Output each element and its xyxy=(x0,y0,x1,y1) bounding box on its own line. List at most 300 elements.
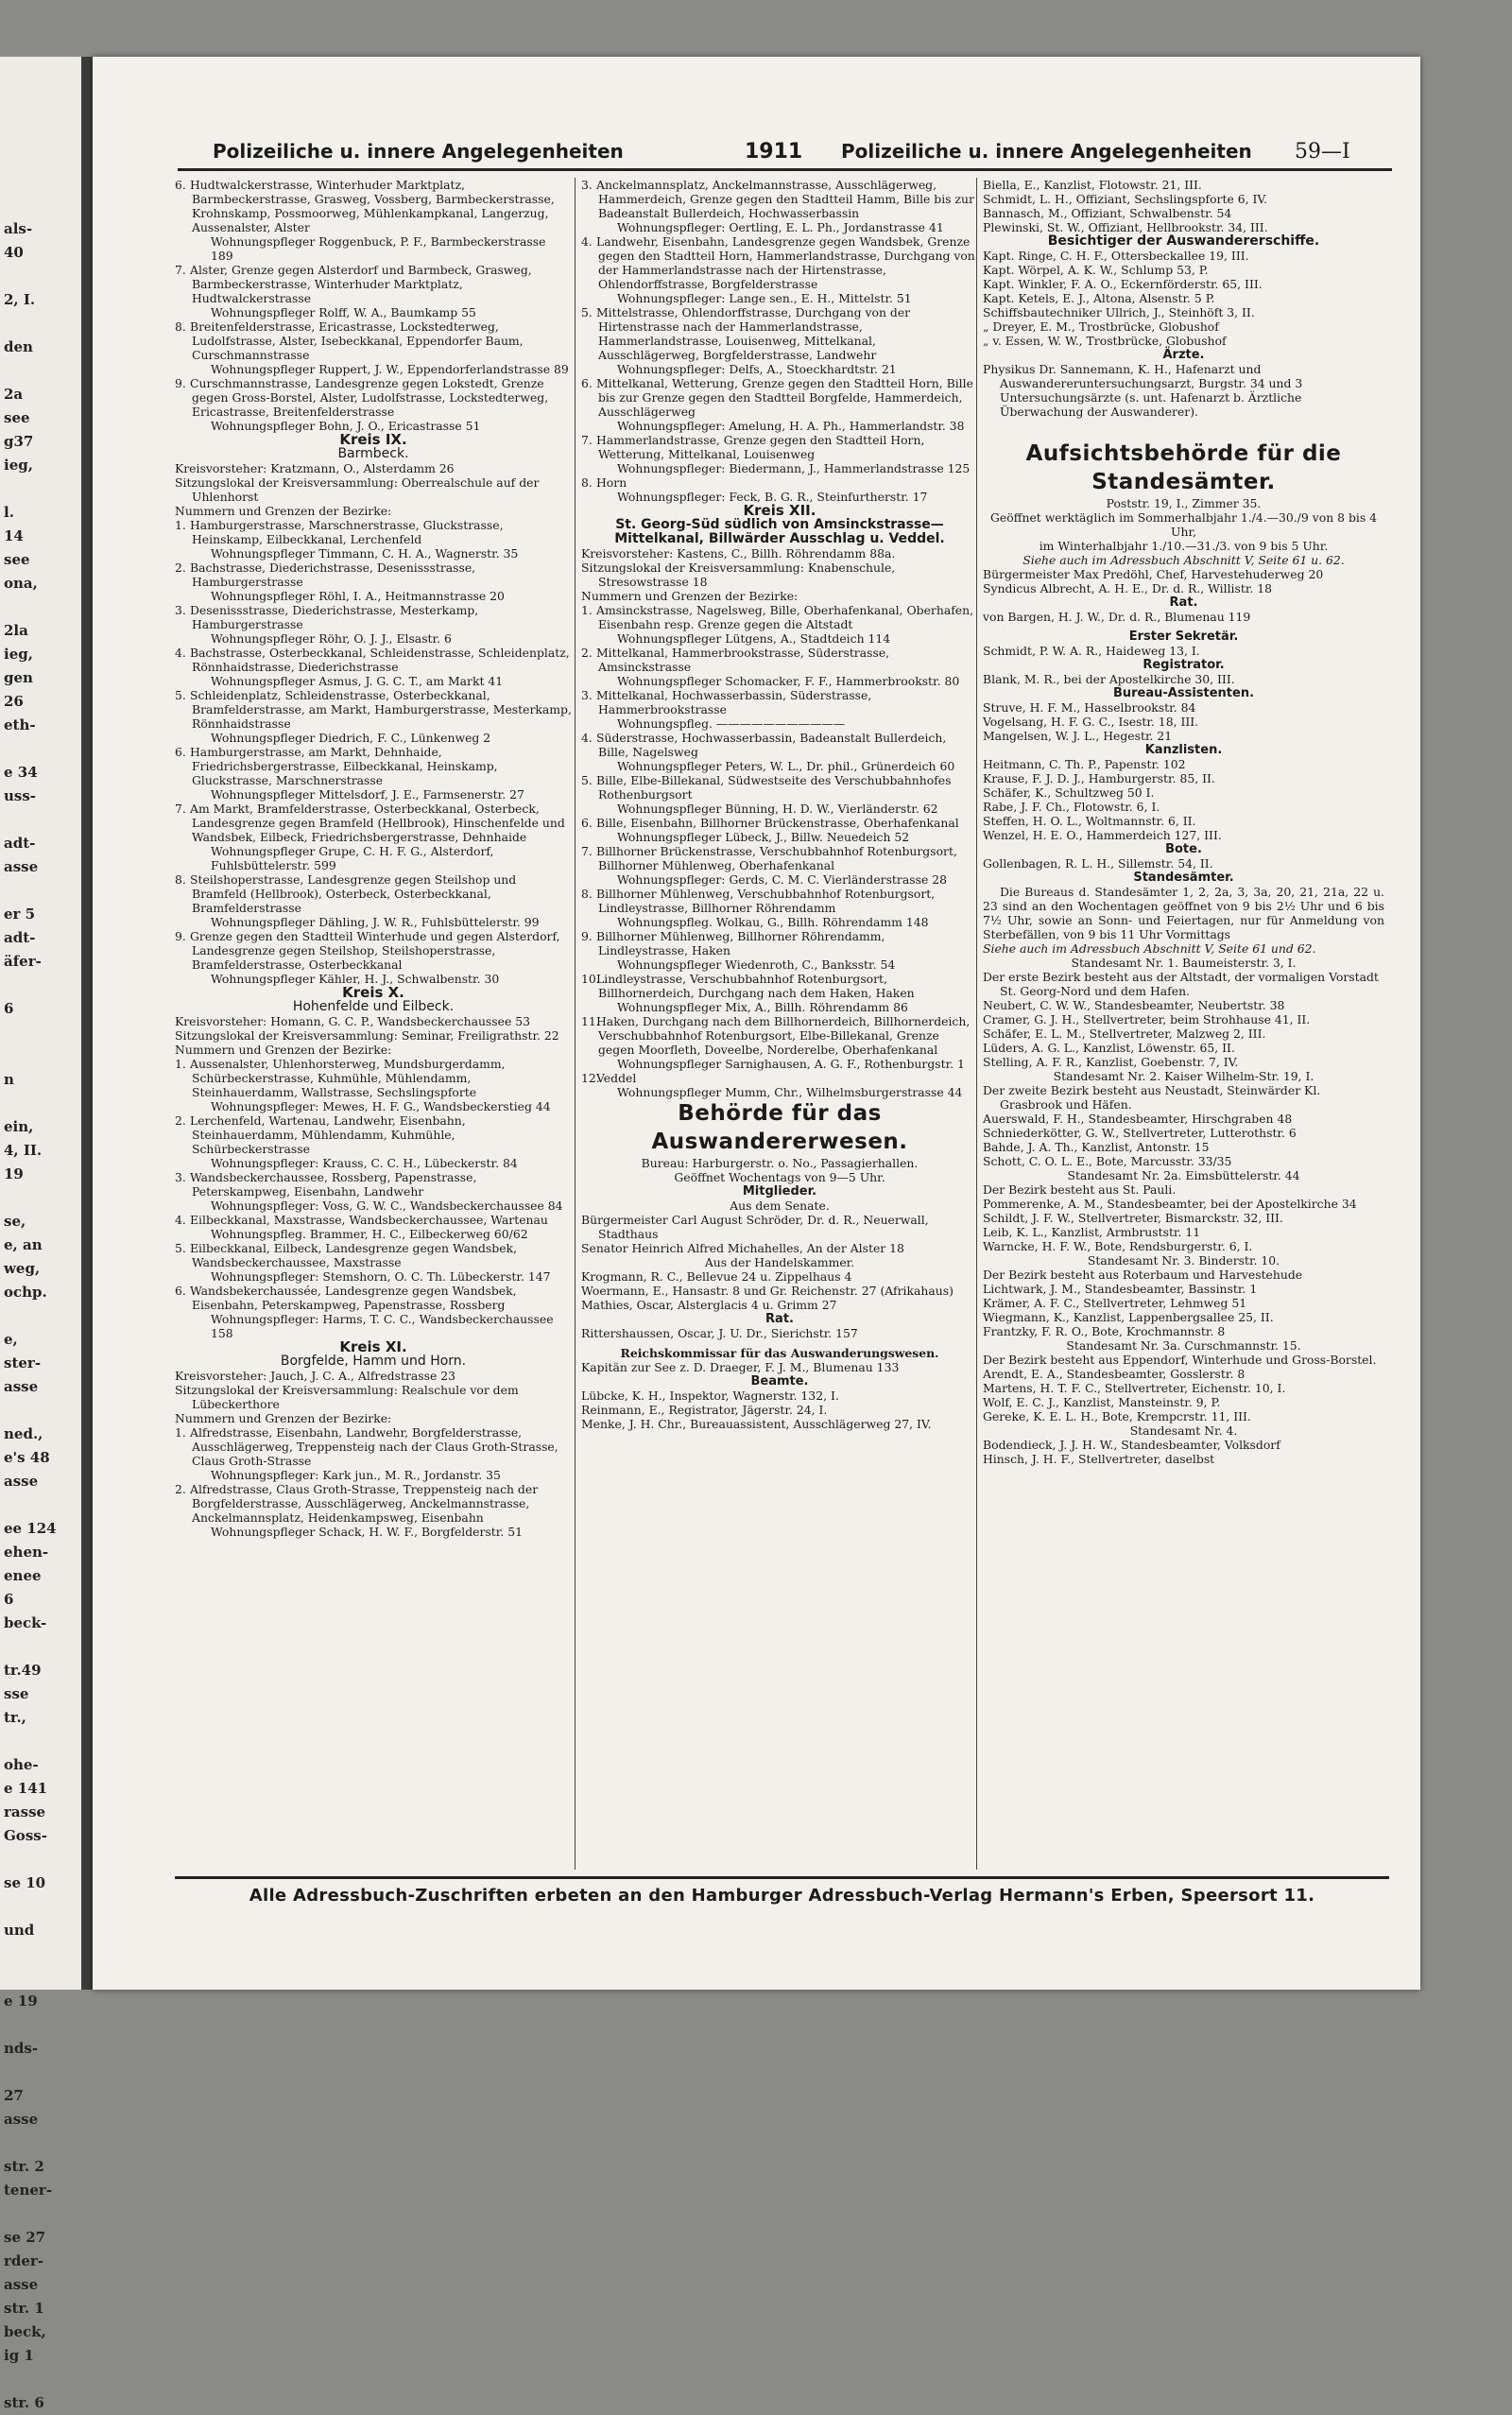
fragment-text: asse xyxy=(4,1378,39,1395)
inspector-line: Kapt. Ketels, E. J., Altona, Alsenstr. 5 P. xyxy=(983,291,1215,305)
district-entry xyxy=(581,816,978,830)
info-line: Bureau: Harburgerstr. o. No., Passagierhallen. xyxy=(641,1156,919,1170)
fragment-text: g37 xyxy=(4,433,34,450)
subsection-heading: Aus der Handelskammer. xyxy=(704,1255,855,1269)
fragment-text: 6 xyxy=(4,1000,14,1017)
district-number: 8. xyxy=(175,319,186,334)
fragment-text: str. 2 xyxy=(4,2158,44,2175)
official-line: Hinsch, J. H. F., Stellvertreter, daselbst xyxy=(983,1452,1215,1466)
official-line: Wiegmann, K., Kanzlist, Lappenbergsallee 25, II. xyxy=(983,1310,1274,1324)
fragment-text: ig 1 xyxy=(4,2347,34,2364)
fragment-text: str. 1 xyxy=(4,2300,44,2317)
district-entry xyxy=(175,929,572,972)
district-entry xyxy=(175,745,572,787)
inspector-line: Kapt. Ringe, C. H. F., Ottersbeckallee 19, III. xyxy=(983,249,1249,263)
kreis-info-line: Nummern und Grenzen der Bezirke: xyxy=(175,1411,392,1425)
fragment-text: 2a xyxy=(4,386,24,403)
wohnungspfleger-line: Wohnungspfleger Röhl, I. A., Heitmannstrasse 20 xyxy=(211,589,505,603)
district-entry xyxy=(175,518,572,546)
district-boundaries: Anckelmannsplatz, Anckelmannstrasse, Ausschlägerweg, Hammerdeich, Grenze gegen den Stadtteil Hamm, Bille bis zur Badeanstalt Bullerdeich, Hochwasserbassin xyxy=(596,178,974,220)
wohnungspfleger-line: Wohnungspfleger Grupe, C. H. F. G., Alsterdorf, Fuhlsbüttelerstr. 599 xyxy=(211,844,494,872)
official-line: Martens, H. T. F. C., Stellvertreter, Eichenstr. 10, I. xyxy=(983,1381,1286,1395)
fragment-text: als- xyxy=(4,220,33,237)
district-entry xyxy=(581,887,978,915)
official-line: Pommerenke, A. M., Standesbeamter, bei der Apostelkirche 34 xyxy=(983,1197,1357,1211)
official-line: Gereke, K. E. L. H., Bote, Krempcrstr. 11, III. xyxy=(983,1409,1251,1423)
district-boundaries: Bachstrasse, Diederichstrasse, Desenissstrasse, Hamburgerstrasse xyxy=(190,561,476,589)
official-line: Vogelsang, H. F. G. C., Isestr. 18, III. xyxy=(983,715,1199,729)
section-heading: Registrator. xyxy=(1143,658,1225,672)
district-entry xyxy=(175,1213,572,1227)
official-line: Schäfer, E. L. M., Stellvertreter, Malzweg 2, III. xyxy=(983,1026,1266,1041)
district-number: 2. xyxy=(175,1113,186,1128)
fragment-text xyxy=(4,1304,81,1328)
fragment-text: asse xyxy=(4,1473,39,1490)
fragment-text: ehen- xyxy=(4,1544,49,1561)
fragment-text: gen xyxy=(4,669,33,686)
fragment-text: see xyxy=(4,409,30,426)
fragment-text: nds- xyxy=(4,2040,39,2057)
kreis-info-line: Kreisvorsteher: Kratzmann, O., Alsterdamm 26 xyxy=(175,461,455,475)
official-line: Warncke, H. F. W., Bote, Rendsburgerstr. 6, I. xyxy=(983,1239,1253,1253)
district-number: 9. xyxy=(581,929,593,943)
district-entry xyxy=(175,1057,572,1099)
kreis-info-line: Nummern und Grenzen der Bezirke: xyxy=(175,1043,392,1057)
fragment-text xyxy=(4,1635,81,1659)
fragment-text: str. 6 xyxy=(4,2394,44,2411)
section-title-standesaemter: Aufsichtsbehörde für die Standesämter. xyxy=(1025,441,1342,494)
fragment-text: ieg, xyxy=(4,457,33,474)
fragment-text: tener- xyxy=(4,2182,53,2199)
district-boundaries: Mittelkanal, Wetterung, Grenze gegen den Stadtteil Horn, Bille bis zur Grenze gegen den Stadtteil Borgfelde, Hammerdeich, Ausschlägerweg xyxy=(596,376,973,419)
section-heading: Rat. xyxy=(1169,595,1198,610)
official-line: Arendt, E. A., Standesbeamter, Gosslerstr. 8 xyxy=(983,1367,1246,1381)
kreis-title: Barmbeck. xyxy=(337,446,409,461)
district-boundaries: Haken, Durchgang nach dem Billhornerdeich, Billhornerdeich, Verschubbahnhof Rotenburgsort, Elbe-Billekanal, Grenze gegen Moorfleth, Doveelbe, Norderelbe, Oberhafenkanal xyxy=(596,1014,971,1057)
district-number: 1. xyxy=(581,603,593,617)
wohnungspfleger-line: Wohnungspfleger Mumm, Chr., Wilhelmsburgerstrasse 44 xyxy=(617,1085,963,1099)
official-line: Schniederkötter, G. W., Stellvertreter, Lutterothstr. 6 xyxy=(983,1126,1297,1140)
official-line: Heitmann, C. Th. P., Papenstr. 102 xyxy=(983,757,1186,771)
wohnungspfleger-line: Wohnungspfleg. Wolkau, G., Billh. Röhrendamm 148 xyxy=(617,915,929,929)
fragment-text xyxy=(4,477,81,501)
district-entry xyxy=(175,561,572,589)
district-number: 2. xyxy=(175,561,186,575)
district-boundaries: Alfredstrasse, Eisenbahn, Landwehr, Borgfelderstrasse, Ausschlägerweg, Treppensteig nach der Claus Groth-Strasse, Claus Groth-Strasse xyxy=(190,1425,558,1468)
section-heading: Besichtiger der Auswandererschiffe. xyxy=(1047,233,1320,249)
fragment-text: ster- xyxy=(4,1354,42,1371)
official-line: Schäfer, K., Schultzweg 50 I. xyxy=(983,785,1155,800)
official-line: Steffen, H. O. L., Woltmannstr. 6, II. xyxy=(983,814,1196,828)
fragment-text xyxy=(4,2013,81,2037)
official-line: Krause, F. J. D. J., Hamburgerstr. 85, II. xyxy=(983,771,1215,785)
section-heading: Rat. xyxy=(765,1312,794,1326)
book-gutter xyxy=(81,57,93,1990)
fragment-text: ochp. xyxy=(4,1284,47,1301)
official-line: Lüders, A. G. L., Kanzlist, Löwenstr. 65, II. xyxy=(983,1041,1235,1055)
district-boundaries: Wandsbeckerchaussee, Rossberg, Papenstrasse, Peterskampweg, Eisenbahn, Landwehr xyxy=(190,1170,477,1199)
official-line: Cramer, G. J. H., Stellvertreter, beim Strohhause 41, II. xyxy=(983,1012,1311,1026)
fragment-text: 40 xyxy=(4,244,24,261)
entry-line: von Bargen, H. J. W., Dr. d. R., Blumenau 119 xyxy=(983,610,1251,624)
kreis-info-line: Sitzungslokal der Kreisversammlung: Oberrealschule auf der Uhlenhorst xyxy=(175,475,540,504)
standesamt-description: Der Bezirk besteht aus Eppendorf, Winterhude und Gross-Borstel. xyxy=(983,1353,1377,1367)
district-number: 5. xyxy=(581,773,593,787)
district-entry xyxy=(175,178,572,234)
fragment-text: e, xyxy=(4,1331,18,1348)
district-boundaries: Am Markt, Bramfelderstrasse, Osterbeckkanal, Osterbeck, Landesgrenze gegen Bramfeld (Hellbrook), Hinschenfelde und Wandsbek, Eilbeck, Friedrichsbergerstrasse, Dehnhaide xyxy=(190,802,565,844)
kreis-heading: Kreis XI. xyxy=(339,1338,407,1355)
fragment-text: beck, xyxy=(4,2323,46,2340)
district-entry xyxy=(175,802,572,844)
wohnungspfleger-line: Wohnungspfleger Ruppert, J. W., Eppendorferlandstrasse 89 xyxy=(211,362,569,376)
fragment-text xyxy=(4,312,81,336)
district-entry xyxy=(175,319,572,362)
district-number: 4. xyxy=(175,646,186,660)
fragment-text xyxy=(4,1092,81,1115)
official-line: Schmidt, L. H., Offiziant, Sechslingspforte 6, IV. xyxy=(983,192,1268,206)
kreis-heading: Kreis XII. xyxy=(743,502,816,519)
official-line: Schildt, J. F. W., Stellvertreter, Bismarckstr. 32, III. xyxy=(983,1211,1283,1225)
district-number: 7. xyxy=(175,802,186,816)
district-boundaries: Grenze gegen den Stadtteil Winterhude und gegen Alsterdorf, Landesgrenze gegen Steilshop, Steilshoperstrasse, Bramfelderstrasse, Osterbeckkanal xyxy=(190,929,560,972)
wohnungspfleger-line: Wohnungspfleger: Delfs, A., Stoeckhardtstr. 21 xyxy=(617,362,897,376)
district-number: 6. xyxy=(175,1284,186,1298)
district-boundaries: Bille, Elbe-Billekanal, Südwestseite des Verschubbahnhofes Rothenburgsort xyxy=(596,773,952,802)
fragment-text xyxy=(4,1942,81,1966)
district-entry xyxy=(581,433,978,461)
official-line: Lübcke, K. H., Inspektor, Wagnerstr. 132, I. xyxy=(581,1389,839,1403)
fragment-text: den xyxy=(4,338,33,355)
district-boundaries: Hammerlandstrasse, Grenze gegen den Stadtteil Horn, Wetterung, Mittelkanal, Louisenweg xyxy=(596,433,925,461)
header-year: 1911 xyxy=(745,140,803,164)
fragment-text: rasse xyxy=(4,1803,46,1820)
district-entry xyxy=(581,646,978,674)
district-boundaries: Bille, Eisenbahn, Billhorner Brückenstrasse, Oberhafenkanal xyxy=(596,816,959,830)
member-line: Krogmann, R. C., Bellevue 24 u. Zippelhaus 4 xyxy=(581,1269,852,1284)
official-line: Schott, C. O. L. E., Bote, Marcusstr. 33/35 xyxy=(983,1154,1232,1168)
district-boundaries: Lindleystrasse, Verschubbahnhof Rotenburgsort, Billhornerdeich, Durchgang nach dem Haken, Haken xyxy=(596,972,915,1000)
district-entry xyxy=(175,1241,572,1269)
district-boundaries: Alster, Grenze gegen Alsterdorf und Barmbeck, Grasweg, Barmbeckerstrasse, Winterhuder Marktplatz, Hudtwalckerstrasse xyxy=(190,263,532,305)
wohnungspfleger-line: Wohnungspfleger Mix, A., Billh. Röhrendamm 86 xyxy=(617,1000,908,1014)
district-boundaries: Veddel xyxy=(596,1071,637,1085)
district-entry xyxy=(581,234,978,291)
wohnungspfleger-line: Wohnungspfleger: Oertling, E. L. Ph., Jordanstrasse 41 xyxy=(617,220,944,234)
fragment-text xyxy=(4,359,81,383)
district-number: 10. xyxy=(581,972,600,986)
district-boundaries: Billhorner Brückenstrasse, Verschubbahnhof Rotenburgsort, Billhorner Mühlenweg, Oberhafenkanal xyxy=(596,844,957,872)
column-2 xyxy=(581,178,978,1870)
fragment-text: er 5 xyxy=(4,906,36,923)
entry-line: Gollenbagen, R. L. H., Sillemstr. 54, II. xyxy=(983,856,1213,871)
fragment-text xyxy=(4,974,81,997)
fragment-text: e, an xyxy=(4,1236,43,1253)
district-number: 3. xyxy=(175,1170,186,1184)
fragment-text xyxy=(4,1730,81,1753)
official-line: Stelling, A. F. R., Kanzlist, Goebenstr. 7, IV. xyxy=(983,1055,1239,1069)
fragment-text xyxy=(4,737,81,761)
official-line: Plewinski, St. W., Offiziant, Hellbrookstr. 34, III. xyxy=(983,220,1268,234)
fragment-text xyxy=(4,1966,81,1990)
district-number: 2. xyxy=(175,1482,186,1496)
district-number: 7. xyxy=(581,433,593,447)
wohnungspfleger-line: Wohnungspfleger: Biedermann, J., Hammerlandstrasse 125 xyxy=(617,461,971,475)
member-line: Bürgermeister Carl August Schröder, Dr. d. R., Neuerwall, Stadthaus xyxy=(581,1213,929,1241)
district-entry xyxy=(581,972,978,1000)
fragment-text: beck- xyxy=(4,1614,47,1631)
fragment-text: 6 xyxy=(4,1591,14,1608)
district-entry xyxy=(581,178,978,220)
reference-note: Siehe auch im Adressbuch Abschnitt V, Seite 61 u. 62. xyxy=(1022,553,1345,567)
district-number: 4. xyxy=(581,234,593,249)
district-number: 8. xyxy=(581,475,593,490)
wohnungspfleger-line: Wohnungspfleger: Feck, B. G. R., Steinfurtherstr. 17 xyxy=(617,490,928,504)
district-entry xyxy=(581,1071,978,1085)
district-boundaries: Schleidenplatz, Schleidenstrasse, Osterbeckkanal, Bramfelderstrasse, am Markt, Hamburgerstrasse, Mesterkamp, Rönnhaidstrasse xyxy=(190,688,572,731)
district-number: 7. xyxy=(581,844,593,858)
section-heading: Mitglieder. xyxy=(742,1184,817,1199)
kreis-info-line: Sitzungslokal der Kreisversammlung: Seminar, Freiligrathstr. 22 xyxy=(175,1028,559,1043)
district-entry xyxy=(581,929,978,957)
wohnungspfleger-line: Wohnungspfleger: Voss, G. W. C., Wandsbeckerchaussee 84 xyxy=(211,1199,563,1213)
section-heading: Beamte. xyxy=(750,1374,809,1389)
fragment-text: ohe- xyxy=(4,1756,39,1773)
fragment-text xyxy=(4,2061,81,2084)
inspector-line: Schiffsbautechniker Ullrich, J., Steinhöft 3, II. xyxy=(983,305,1255,319)
kreis-heading: Kreis X. xyxy=(342,984,404,1001)
official-line: Rabe, J. F. Ch., Flotowstr. 6, I. xyxy=(983,800,1160,814)
kreis-info-line: Nummern und Grenzen der Bezirke: xyxy=(175,504,392,518)
district-number: 5. xyxy=(175,1241,186,1255)
fragment-text: ein, xyxy=(4,1118,34,1135)
fragment-text: Goss- xyxy=(4,1827,47,1844)
official-line: Wolf, E. C. J., Kanzlist, Mansteinstr. 9, P. xyxy=(983,1395,1221,1409)
inspector-line: „ v. Essen, W. W., Trostbrücke, Globushof xyxy=(983,334,1227,348)
district-entry xyxy=(175,603,572,631)
subsection-heading: Aus dem Senate. xyxy=(730,1199,830,1213)
section-heading: Standesämter. xyxy=(1133,871,1234,885)
district-number: 6. xyxy=(581,376,593,390)
official-line: Mangelsen, W. J. L., Hegestr. 21 xyxy=(983,729,1173,743)
wohnungspfleger-line: Wohnungspfleger Roggenbuck, P. F., Barmbeckerstrasse 189 xyxy=(211,234,546,263)
fragment-text xyxy=(4,1044,81,1068)
fragment-text xyxy=(4,265,81,288)
fragment-text xyxy=(4,595,81,619)
district-number: 8. xyxy=(175,872,186,887)
official-line: Biella, E., Kanzlist, Flotowstr. 21, III. xyxy=(983,178,1202,192)
district-entry xyxy=(581,305,978,362)
district-entry xyxy=(175,263,572,305)
header-left: Polizeiliche u. innere Angelegenheiten xyxy=(213,140,624,163)
district-boundaries: Mittelstrasse, Ohlendorffstrasse, Durchgang von der Hirtenstrasse nach der Hammerlandstrasse, Hammerlandstrasse, Louisenweg, Mittelkanal, Ausschlägerweg, Borgfelderstrasse, Landwehr xyxy=(596,305,911,362)
official-line: Wenzel, H. E. O., Hammerdeich 127, III. xyxy=(983,828,1222,842)
district-number: 3. xyxy=(581,688,593,702)
fragment-text xyxy=(4,1493,81,1517)
district-boundaries: Mittelkanal, Hochwasserbassin, Süderstrasse, Hammerbrookstrasse xyxy=(596,688,872,716)
official-line: Bürgermeister Max Predöhl, Chef, Harvestehuderweg 20 xyxy=(983,567,1324,581)
district-number: 9. xyxy=(175,929,186,943)
fragment-text: uss- xyxy=(4,787,37,804)
fragment-text: adt- xyxy=(4,835,36,852)
wohnungspfleger-line: Wohnungspfleger: Mewes, H. F. G., Wandsbeckerstieg 44 xyxy=(211,1099,551,1113)
entry-line: Schmidt, P. W. A. R., Haideweg 13, I. xyxy=(983,644,1200,658)
official-line: Krämer, A. F. C., Stellvertreter, Lehmweg 51 xyxy=(983,1296,1247,1310)
fragment-text: e's 48 xyxy=(4,1449,50,1466)
standesamt-heading: Standesamt Nr. 2. Kaiser Wilhelm-Str. 19, I. xyxy=(1053,1069,1314,1083)
standesamt-heading: Standesamt Nr. 4. xyxy=(1129,1423,1238,1438)
kreis-title: Borgfelde, Hamm und Horn. xyxy=(280,1354,467,1369)
section-heading: Kanzlisten. xyxy=(1144,743,1223,757)
member-line: Mathies, Oscar, Alsterglacis 4 u. Grimm 27 xyxy=(581,1298,837,1312)
district-boundaries: Alfredstrasse, Claus Groth-Strasse, Treppensteig nach der Borgfelderstrasse, Ausschlägerweg, Anckelmannstrasse, Anckelmannsplatz, Heidenkampsweg, Eisenbahn xyxy=(190,1482,539,1525)
district-number: 8. xyxy=(581,887,593,901)
fragment-text: asse xyxy=(4,2111,39,2128)
member-line: Senator Heinrich Alfred Michahelles, An der Alster 18 xyxy=(581,1241,904,1255)
standesamt-heading: Standesamt Nr. 1. Baumeisterstr. 3, I. xyxy=(1071,956,1297,970)
wohnungspfleger-line: Wohnungspfleger: Lange sen., E. H., Mittelstr. 51 xyxy=(617,291,912,305)
wohnungspfleger-line: Wohnungspfleger Bohn, J. O., Ericastrasse 51 xyxy=(211,419,481,433)
official-line: Auerswald, F. H., Standesbeamter, Hirschgraben 48 xyxy=(983,1112,1293,1126)
wohnungspfleger-line: Wohnungspfleger Dähling, J. W. R., Fuhlsbüttelerstr. 99 xyxy=(211,915,540,929)
wohnungspfleger-line: Wohnungspfleger Schack, H. W. F., Borgfelderstr. 51 xyxy=(211,1525,523,1539)
fragment-text: n xyxy=(4,1071,14,1088)
district-boundaries: Eilbeckkanal, Maxstrasse, Wandsbeckerchaussee, Wartenau xyxy=(190,1213,548,1227)
fragment-text: 4, II. xyxy=(4,1142,43,1159)
member-line: Rittershaussen, Oscar, J. U. Dr., Sierichstr. 157 xyxy=(581,1326,858,1340)
district-number: 12. xyxy=(581,1071,600,1085)
official-line: Reinmann, E., Registrator, Jägerstr. 24, I. xyxy=(581,1403,828,1417)
info-line: im Winterhalbjahr 1./10.—31./3. von 9 bis 5 Uhr. xyxy=(1039,539,1329,553)
fragment-text: ned., xyxy=(4,1425,43,1442)
district-number: 4. xyxy=(175,1213,186,1227)
district-number: 2. xyxy=(581,646,593,660)
fragment-text xyxy=(4,1399,81,1423)
column-1 xyxy=(175,178,572,1870)
district-entry xyxy=(175,872,572,915)
district-entry xyxy=(581,688,978,716)
fragment-text xyxy=(4,879,81,903)
district-entry xyxy=(175,1170,572,1199)
district-boundaries: Curschmannstrasse, Landesgrenze gegen Lokstedt, Grenze gegen Gross-Borstel, Alster, Ludolfstrasse, Lockstedterweg, Ericastrasse, Breitenfelderstrasse xyxy=(190,376,549,419)
wohnungspfleger-line: Wohnungspfleger Wiedenroth, C., Banksstr. 54 xyxy=(617,957,896,972)
fragment-text: 2la xyxy=(4,622,28,639)
kreis-info-line: Kreisvorsteher: Jauch, J. C. A., Alfredstrasse 23 xyxy=(175,1369,456,1383)
official-line: Frantzky, F. R. O., Bote, Krochmannstr. 8 xyxy=(983,1324,1226,1338)
fragment-text: sse xyxy=(4,1685,29,1702)
fragment-text: 26 xyxy=(4,693,24,710)
fragment-text: se 10 xyxy=(4,1874,46,1891)
page-header xyxy=(184,132,1394,170)
district-boundaries: Hamburgerstrasse, Marschnerstrasse, Gluckstrasse, Heinskamp, Eilbeckkanal, Lerchenfeld xyxy=(190,518,504,546)
official-line: Menke, J. H. Chr., Bureauassistent, Ausschlägerweg 27, IV. xyxy=(581,1417,932,1431)
district-boundaries: Hamburgerstrasse, am Markt, Dehnhaide, Friedrichsbergerstrasse, Eilbeckkanal, Heinskamp, Gluckstrasse, Marschnerstrasse xyxy=(190,745,498,787)
aerzte-text: Physikus Dr. Sannemann, K. H., Hafenarzt und Auswandereruntersuchungsarzt, Burgstr. 34 und 3 Untersuchungsärzte (s. unt. Hafenarzt b. Ärztliche Überwachung der Auswanderer). xyxy=(983,362,1303,419)
wohnungspfleger-line: Wohnungspfleger Lütgens, A., Stadtdeich 114 xyxy=(617,631,891,646)
district-boundaries: Landwehr, Eisenbahn, Landesgrenze gegen Wandsbek, Grenze gegen den Stadtteil Horn, Hammerlandstrasse, Durchgang von der Hammerlandstrasse nach der Hirtenstrasse, Ohlendorffstrasse, Borgfelderstrasse xyxy=(596,234,975,291)
standesamt-heading: Standesamt Nr. 3. Binderstr. 10. xyxy=(1087,1253,1280,1268)
district-entry xyxy=(175,376,572,419)
fragment-text: ee 124 xyxy=(4,1520,57,1537)
wohnungspfleger-line: Wohnungspfleger Timmann, C. H. A., Wagnerstr. 35 xyxy=(211,546,519,561)
district-entry xyxy=(175,688,572,731)
official-line: Neubert, C. W. W., Standesbeamter, Neubertstr. 38 xyxy=(983,998,1285,1012)
fragment-text: 27 xyxy=(4,2087,24,2104)
section-heading: Bote. xyxy=(1165,842,1202,856)
district-boundaries: Billhorner Mühlenweg, Billhorner Röhrendamm, Lindleystrasse, Haken xyxy=(596,929,885,957)
reichskommissar-name: Kapitän zur See z. D. Draeger, F. J. M., Blumenau 133 xyxy=(581,1360,900,1374)
column-rule xyxy=(575,178,576,1870)
kreis-title: St. Georg-Süd südlich von Amsinckstrasse—Mittelkanal, Billwärder Ausschlag u. Veddel. xyxy=(614,517,945,546)
section-heading: Ärzte. xyxy=(1162,348,1205,362)
wohnungspfleger-line: Wohnungspfleger: Amelung, H. A. Ph., Hammerlandstr. 38 xyxy=(617,419,965,433)
wohnungspfleger-line: Wohnungspfleg. Brammer, H. C., Eilbeckerweg 60/62 xyxy=(211,1227,528,1241)
fragment-text: tr., xyxy=(4,1709,26,1726)
district-entry xyxy=(175,1425,572,1468)
fragment-text: adt- xyxy=(4,929,36,946)
fragment-text: e 19 xyxy=(4,1992,38,2010)
kreis-info-line: Kreisvorsteher: Homann, G. C. P., Wandsbeckerchaussee 53 xyxy=(175,1014,531,1028)
official-line: Bodendieck, J. J. H. W., Standesbeamter, Volksdorf xyxy=(983,1438,1280,1452)
district-boundaries: Wandsbekerchaussée, Landesgrenze gegen Wandsbek, Eisenbahn, Peterskampweg, Papenstrasse, Rossberg xyxy=(190,1284,517,1312)
wohnungspfleger-line: Wohnungspfleger: Harms, T. C. C., Wandsbeckerchaussee 158 xyxy=(211,1312,554,1340)
fragment-text: asse xyxy=(4,858,39,875)
reichskommissar-heading: Reichskommissar für das Auswanderungswesen. xyxy=(620,1346,939,1360)
fragment-text xyxy=(4,2131,81,2155)
district-boundaries: Horn xyxy=(596,475,627,490)
adjacent-page-fragment xyxy=(0,57,81,2411)
standesamt-description: Der erste Bezirk besteht aus der Altstadt, der vormaligen Vorstadt St. Georg-Nord und dem Hafen. xyxy=(983,970,1379,998)
standesamt-description: Der Bezirk besteht aus St. Pauli. xyxy=(983,1182,1177,1197)
official-line: Struve, H. F. M., Hasselbrookstr. 84 xyxy=(983,700,1196,715)
district-boundaries: Bachstrasse, Osterbeckkanal, Schleidenstrasse, Schleidenplatz, Rönnhaidstrasse, Diederichstrasse xyxy=(190,646,570,674)
wohnungspfleger-line: Wohnungspfleger: Krauss, C. C. H., Lübeckerstr. 84 xyxy=(211,1156,518,1170)
member-line: Woermann, E., Hansastr. 8 und Gr. Reichenstr. 27 (Afrikahaus) xyxy=(581,1284,954,1298)
standesaemter-text: Die Bureaus d. Standesämter 1, 2, 2a, 3, 3a, 20, 21, 21a, 22 u. 23 sind an den Wochentagen geöffnet von 9 bis 2½ Uhr und 6 bis 7½ Uhr, sowie an Sonn- und Feiertagen, nur für Anmeldung von Sterbefällen, von 9 bis 11 Uhr Vormittags xyxy=(983,885,1384,941)
standesamt-heading: Standesamt Nr. 3a. Curschmannstr. 15. xyxy=(1066,1338,1301,1353)
column-3 xyxy=(983,178,1384,1870)
kreis-info-line: Sitzungslokal der Kreisversammlung: Realschule vor dem Lübeckerthore xyxy=(175,1383,519,1411)
district-number: 5. xyxy=(175,688,186,702)
district-number: 5. xyxy=(581,305,593,319)
district-boundaries: Desenissstrasse, Diederichstrasse, Mesterkamp, Hamburgerstrasse xyxy=(190,603,479,631)
fragment-text: und xyxy=(4,1922,35,1939)
district-entry xyxy=(581,731,978,759)
fragment-text xyxy=(4,2368,81,2391)
fragment-text: 19 xyxy=(4,1165,24,1182)
district-boundaries: Breitenfelderstrasse, Ericastrasse, Lockstedterweg, Ludolfstrasse, Alster, Isebeckkanal, Eppendorfer Baum, Curschmannstrasse xyxy=(190,319,524,362)
inspector-line: „ Dreyer, E. M., Trostbrücke, Globushof xyxy=(983,319,1219,334)
inspector-line: Kapt. Winkler, F. A. O., Eckernförderstr. 65, III. xyxy=(983,277,1263,291)
footer-rule xyxy=(175,1876,1389,1879)
district-boundaries: Hudtwalckerstrasse, Winterhuder Marktplatz, Barmbeckerstrasse, Grasweg, Vossberg, Barmbeckerstrasse, Krohnskamp, Possmoorweg, Mühlenkampkanal, Langerzug, Aussenalster, Alster xyxy=(190,178,555,234)
header-right: Polizeiliche u. innere Angelegenheiten xyxy=(841,140,1252,163)
page-footer: Alle Adressbuch-Zuschriften erbeten an den Hamburger Adressbuch-Verlag Hermann's Erben, Speersort 11. xyxy=(249,1886,1315,1906)
fragment-text: asse xyxy=(4,2276,39,2293)
wohnungspfleger-line: Wohnungspfleger Kähler, H. J., Schwalbenstr. 30 xyxy=(211,972,500,986)
wohnungspfleger-line: Wohnungspfleger Schomacker, F. F., Hammerbrookstr. 80 xyxy=(617,674,960,688)
district-entry xyxy=(581,603,978,631)
district-boundaries: Mittelkanal, Hammerbrookstrasse, Süderstrasse, Amsinckstrasse xyxy=(596,646,890,674)
kreis-title: Hohenfelde und Eilbeck. xyxy=(292,999,455,1014)
wohnungspfleger-line: Wohnungspfleger: Stemshorn, O. C. Th. Lübeckerstr. 147 xyxy=(211,1269,551,1284)
official-line: Lichtwark, J. M., Standesbeamter, Bassinstr. 1 xyxy=(983,1282,1258,1296)
fragment-text: eth- xyxy=(4,716,36,733)
district-number: 1. xyxy=(175,518,186,532)
official-line: Syndicus Albrecht, A. H. E., Dr. d. R., Willistr. 18 xyxy=(983,581,1273,595)
wohnungspfleger-line: Wohnungspfleger Rolff, W. A., Baumkamp 55 xyxy=(211,305,476,319)
fragment-text: ona, xyxy=(4,575,38,592)
